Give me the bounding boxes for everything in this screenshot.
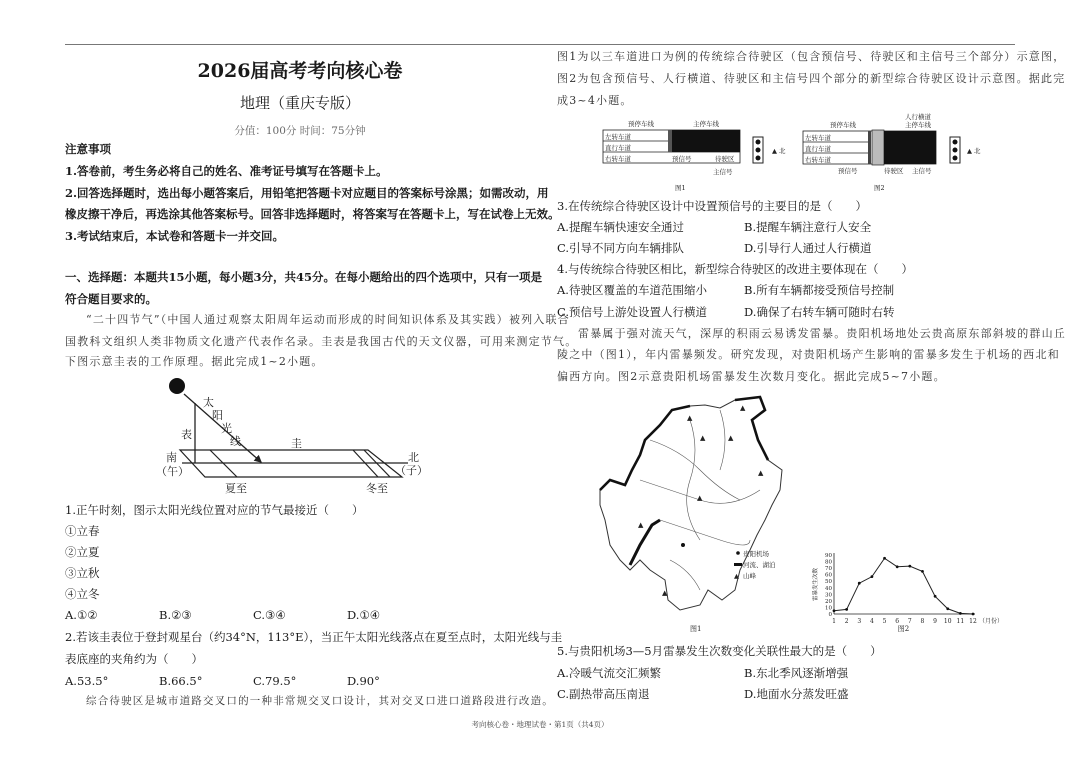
waiting-label: 待驶区 [715, 155, 735, 163]
y-tick-label: 60 [825, 572, 832, 579]
y-tick-label: 90 [825, 553, 832, 559]
page-footer: 考向核心卷・地理试卷・第1页（共4页） [471, 720, 609, 729]
q4-option-c[interactable]: C.预信号上游处设置人行横道 [557, 305, 708, 319]
passage-line: 国教科文组织人类非物质文化遗产代表作名录。圭表是我国古代的天文仪器，可用来测定节气。 [65, 335, 578, 348]
q2-option-b[interactable]: B.66.5° [159, 674, 203, 688]
crosswalk-label: 人行横道 [905, 113, 931, 121]
x-tick-label: 8 [920, 618, 925, 625]
q1-option-d[interactable]: D.①④ [347, 608, 381, 622]
q4-stem: 4.与传统综合待驶区相比，新型综合待驶区的改进主要体现在（ ） [557, 262, 913, 276]
data-point [972, 613, 975, 616]
q2-stem: 表底座的夹角约为（ ） [65, 652, 203, 666]
y-tick-label: 20 [825, 598, 832, 605]
north-label: 北 [779, 147, 786, 155]
lane-label: 直行车道 [805, 145, 831, 153]
passage-line: 综合待驶区是城市道路交叉口的一种非常规交叉口设计，其对交叉口进口道路段进行改造。 [86, 695, 554, 707]
q2-option-d[interactable]: D.90° [347, 674, 380, 688]
svg-text:▲: ▲ [687, 414, 693, 422]
passage-line: 图2为包含预信号、人行横道、待驶区和主信号四个部分的新型综合待驶区设计示意图。据此完 [557, 72, 1066, 85]
y-tick-label: 40 [825, 585, 832, 592]
q3-option-b[interactable]: B.提醒车辆注意行人安全 [744, 220, 872, 234]
ray-label: 线 [230, 435, 241, 448]
q1-item: ③立秋 [65, 566, 100, 580]
notes-line: 2.回答选择题时，选出每小题答案后，用铅笔把答题卡对应题目的答案标号涂黑；如需改动，用 [65, 186, 549, 200]
main-stop-label: 主停车线 [905, 121, 931, 129]
svg-text:▲: ▲ [697, 494, 703, 502]
north-arrow-icon: ▲ [967, 147, 972, 155]
lane-label: 右转车道 [605, 155, 631, 163]
x-tick-label: 5 [882, 618, 887, 625]
gui-label: 圭 [291, 437, 302, 450]
y-axis-label: 雷暴发生次数 [813, 567, 819, 602]
svg-text:▲: ▲ [758, 469, 764, 477]
pre-signal-label: 预信号 [838, 167, 858, 175]
passage-line: 雷暴属于强对流天气，深厚的积雨云易诱发雷暴。贵阳机场地处云贵高原东部斜坡的群山丘 [578, 327, 1066, 340]
biao-label: 表 [181, 428, 192, 441]
x-tick-label: 9 [933, 618, 938, 625]
south-label: 南 [166, 451, 177, 464]
q3-option-a[interactable]: A.提醒车辆快速安全通过 [557, 220, 684, 234]
legend-label: 山峰 [743, 572, 756, 580]
map-caption: 图1 [690, 625, 702, 633]
passage-line: “二十四节气”（中国人通过观察太阳周年运动而形成的时间知识体系及其实践）被列入联合 [86, 313, 570, 326]
exam-meta: 分值：100分 时间：75分钟 [234, 125, 366, 137]
ray-label: 光 [221, 422, 232, 435]
notes-line: 橡皮擦干净后，再选涂其他答案标号。回答非选择题时，将答案写在答题卡上，写在试卷上无效。 [65, 207, 560, 221]
main-signal-label: 主信号 [912, 167, 932, 175]
exam-title: 2026届高考考向核心卷 [197, 60, 403, 82]
data-point [896, 565, 899, 568]
y-tick-label: 10 [825, 605, 832, 612]
q1-option-b[interactable]: B.②③ [159, 608, 192, 622]
q5-option-a[interactable]: A.冷暖气流交汇频繁 [557, 666, 661, 680]
svg-text:▲: ▲ [740, 404, 746, 412]
passage-line: 图1为以三车道进口为例的传统综合待驶区（包含预信号、待驶区和主信号三个部分）示意图， [557, 50, 1066, 63]
chart-caption: 图2 [897, 625, 910, 633]
exam-subtitle: 地理（重庆专版） [239, 94, 360, 112]
x-tick-label: 7 [907, 618, 912, 625]
pre-stop-label: 预停车线 [628, 120, 654, 128]
fig1-caption: 图1 [675, 184, 686, 192]
notes-heading: 注意事项 [65, 142, 111, 156]
x-tick-label: 1 [832, 618, 836, 625]
data-point [883, 557, 886, 560]
q3-option-d[interactable]: D.引导行人通过人行横道 [744, 241, 872, 255]
data-point [858, 582, 861, 585]
x-tick-label: 4 [869, 618, 874, 625]
south-sub-label: （午） [156, 465, 189, 478]
x-tick-label: 3 [857, 618, 862, 625]
svg-text:▲: ▲ [700, 434, 706, 442]
passage-line: 偏西方向。图2示意贵阳机场雷暴发生次数月变化。据此完成5~7小题。 [557, 370, 946, 383]
notes-line: 1.答卷前，考生务必将自己的姓名、准考证号填写在答题卡上。 [65, 164, 388, 178]
q1-option-a[interactable]: A.①② [65, 608, 98, 622]
summer-solstice-label: 夏至 [225, 482, 247, 495]
q3-stem: 3.在传统综合待驶区设计中设置预信号的主要目的是（ ） [557, 199, 867, 213]
data-point [921, 570, 924, 573]
series-line [834, 558, 973, 614]
x-tick-label: 12 [969, 618, 977, 625]
q2-option-a[interactable]: A.53.5° [65, 674, 109, 688]
q4-option-b[interactable]: B.所有车辆都接受预信号控制 [744, 283, 895, 297]
q1-item: ②立夏 [65, 545, 100, 559]
q5-option-c[interactable]: C.副热带高压南退 [557, 687, 650, 701]
ray-label: 太 [203, 396, 214, 409]
x-axis-label: （月份） [979, 618, 1004, 625]
waiting-label: 待驶区 [884, 167, 904, 175]
passage-line: 下图示意圭表的工作原理。据此完成1~2小题。 [65, 355, 324, 368]
notes-line: 3.考试结束后，本试卷和答题卡一并交回。 [65, 229, 285, 243]
north-label: 北 [408, 451, 419, 464]
y-tick-label: 30 [825, 592, 832, 599]
passage-line: 成3~4小题。 [557, 94, 633, 107]
data-point [934, 595, 937, 598]
data-point [908, 565, 911, 568]
passage-line: 陵之中（图1），年内雷暴频发。研究发现，对贵阳机场产生影响的雷暴多发生于机场的西北和 [557, 348, 1060, 361]
y-tick-label: 80 [825, 559, 832, 566]
x-tick-label: 6 [895, 618, 900, 625]
svg-text:▲: ▲ [662, 589, 668, 597]
q2-stem: 2.若该圭表位于登封观星台（约34°N，113°E），当正午太阳光线落点在夏至点时，太阳光线与圭 [65, 630, 563, 644]
q1-item: ④立冬 [65, 587, 100, 601]
q2-option-c[interactable]: C.79.5° [253, 674, 297, 688]
q5-stem: 5.与贵阳机场3—5月雷暴发生次数变化关联性最大的是（ ） [557, 644, 882, 658]
y-tick-label: 70 [825, 566, 832, 573]
q5-option-b[interactable]: B.东北季风逐渐增强 [744, 666, 849, 680]
pre-stop-label: 预停车线 [830, 121, 856, 129]
section-heading: 符合题目要求的。 [65, 292, 157, 306]
q1-item: ①立春 [65, 524, 100, 538]
main-stop-label: 主停车线 [693, 120, 719, 128]
lane-label: 右转车道 [805, 156, 831, 164]
north-label: 北 [974, 147, 981, 155]
legend-label: 河流、湖泊 [743, 561, 776, 569]
data-point [833, 609, 836, 612]
svg-text:▲: ▲ [728, 434, 734, 442]
svg-text:▲: ▲ [638, 521, 644, 529]
main-signal-label: 主信号 [713, 168, 733, 176]
pre-signal-label: 预信号 [672, 155, 692, 163]
data-point [946, 607, 949, 610]
data-point [845, 608, 848, 611]
q1-option-c[interactable]: C.③④ [253, 608, 286, 622]
fig2-caption: 图2 [874, 184, 885, 192]
peak-legend-icon: ▲ [734, 572, 739, 580]
q3-option-c[interactable]: C.引导不同方向车辆排队 [557, 241, 685, 255]
legend-label: 贵阳机场 [743, 550, 769, 558]
winter-solstice-label: 冬至 [366, 482, 388, 495]
q4-option-d[interactable]: D.确保了右转车辆可随时右转 [744, 305, 895, 319]
section-heading: 一、选择题：本题共15小题，每小题3分，共45分。在每小题给出的四个选项中，只有一项是 [65, 270, 543, 284]
north-sub-label: （子） [395, 464, 428, 477]
y-tick-label: 0 [828, 612, 832, 618]
north-arrow-icon: ▲ [772, 147, 777, 155]
lane-label: 直行车道 [605, 144, 631, 152]
x-tick-label: 2 [844, 618, 849, 625]
y-tick-label: 50 [825, 579, 832, 586]
data-point [959, 612, 962, 615]
x-tick-label: 10 [943, 618, 952, 625]
q4-option-a[interactable]: A.待驶区覆盖的车道范围缩小 [557, 283, 707, 297]
data-point [871, 575, 874, 578]
q5-option-d[interactable]: D.地面水分蒸发旺盛 [744, 687, 849, 701]
lane-label: 左转车道 [605, 133, 631, 141]
x-tick-label: 11 [956, 618, 965, 625]
lane-label: 左转车道 [805, 134, 831, 142]
ray-label: 阳 [212, 409, 223, 422]
q1-stem: 1.正午时刻，图示太阳光线位置对应的节气最接近（ ） [65, 503, 364, 517]
